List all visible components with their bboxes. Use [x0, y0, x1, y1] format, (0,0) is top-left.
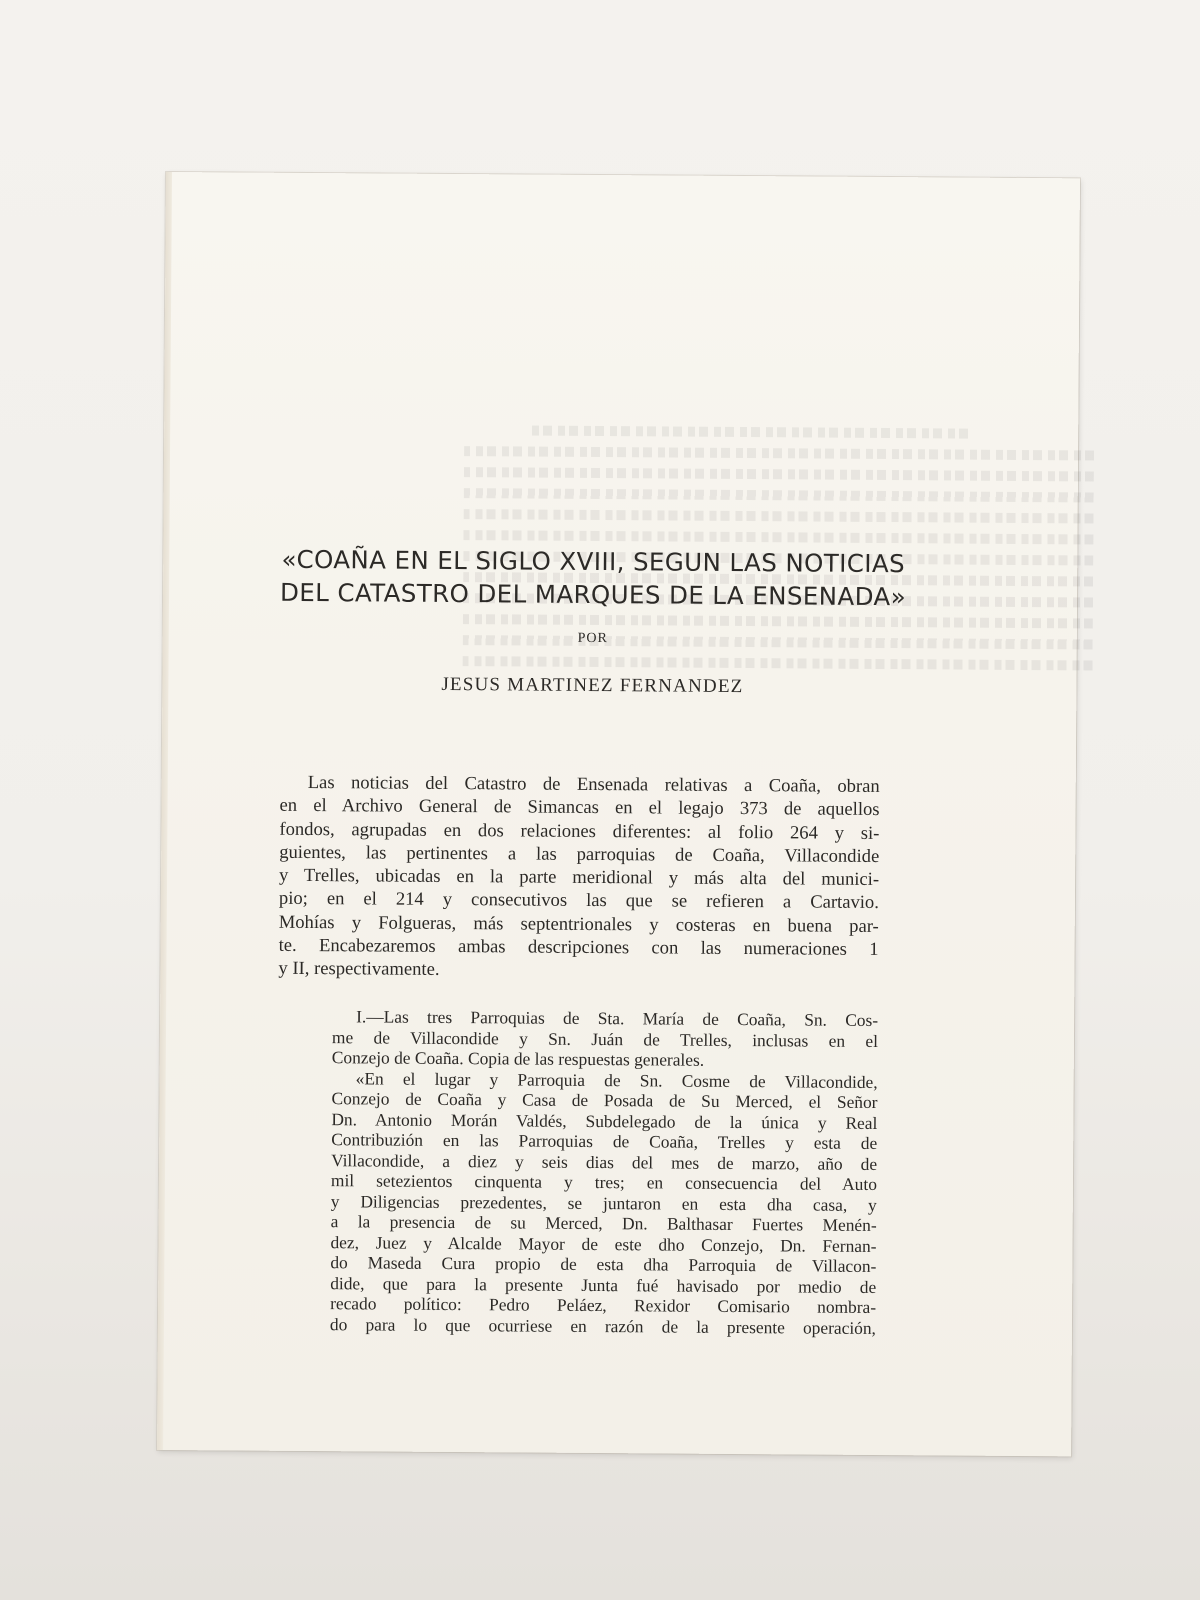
text-line: Villacondide, a diez y seis dias del mes de marzo, año de	[331, 1149, 878, 1174]
text-line: dez, Juez y Alcalde Mayor de este dho Conzejo, Dn. Fernan-	[330, 1231, 877, 1256]
text-line: me de Villacondide y Sn. Juán de Trelles, inclusas en el	[331, 1026, 879, 1051]
text-line: te. Encabezaremos ambas descripciones con las numeraciones 1	[278, 934, 879, 961]
text-line: y II, respectivamente.	[278, 958, 440, 981]
text-line: en el Archivo General de Simancas en el legajo 373 de aquellos	[279, 795, 880, 821]
article-title	[273, 543, 913, 613]
author-name: JESUS MARTINEZ FERNANDEZ	[441, 673, 744, 698]
text-line: recado político: Pedro Peláez, Rexidor Comisario nombra-	[330, 1293, 877, 1317]
text-line: y Diligencias prezedentes, se juntaron en esta dha casa, y	[330, 1190, 877, 1215]
text-line: Dn. Antonio Morán Valdés, Subdelegado de la única y Real	[331, 1108, 878, 1133]
text-line: fondos, agrupadas en dos relaciones diferentes: al folio 264 y si-	[279, 818, 880, 844]
text-line: do para lo que ocurriese en razón de la presente operación,	[329, 1313, 877, 1338]
byline: POR	[577, 630, 608, 647]
text-line: «En el lugar y Parroquia de Sn. Cosme de Villacondide,	[355, 1067, 878, 1092]
text-line: Conzejo de Coaña. Copia de las respuestas generales.	[331, 1047, 705, 1070]
text-line: mil setezientos cinquenta y tres; en consecuencia del Auto	[330, 1170, 878, 1194]
text-line: pio; en el 214 y consecutivos las que se refieren a Cartavio.	[278, 888, 879, 914]
text-line: guientes, las pertinentes a las parroquias de Coaña, Villacondide	[279, 841, 880, 867]
text-line: Contribuzión en las Parroquias de Coaña, Trelles y esta de	[331, 1129, 878, 1153]
text-line: Conzejo de Coaña y Casa de Posada de Su Merced, el Señor	[331, 1088, 878, 1112]
text-line: Las noticias del Catastro de Ensenada relativas a Coaña, obran	[307, 772, 880, 797]
text-line: Mohías y Folgueras, más septentrionales y costeras en buena par-	[278, 911, 879, 937]
text-line: dide, que para la presente Junta fué havisado por medio de	[330, 1272, 877, 1297]
paper-sheet	[157, 172, 1080, 1456]
section-one	[330, 1006, 878, 1338]
title-line: «COAÑA EN EL SIGLO XVIII, SEGUN LAS NOTICIAS	[281, 544, 906, 579]
text-line: do Maseda Cura propio de esta dha Parroquia de Villacon-	[330, 1252, 877, 1276]
text-line: y Trelles, ubicadas en la parte meridional y más alta del munici-	[279, 864, 880, 891]
text-line: a la presencia de su Merced, Dn. Balthasar Fuertes Menén-	[330, 1211, 877, 1235]
title-line: DEL CATASTRO DEL MARQUES DE LA ENSENADA»	[279, 577, 907, 612]
text-line: I.—Las tres Parroquias de Sta. María de Coaña, Sn. Cos-	[356, 1006, 879, 1030]
intro-paragraph	[278, 771, 879, 985]
